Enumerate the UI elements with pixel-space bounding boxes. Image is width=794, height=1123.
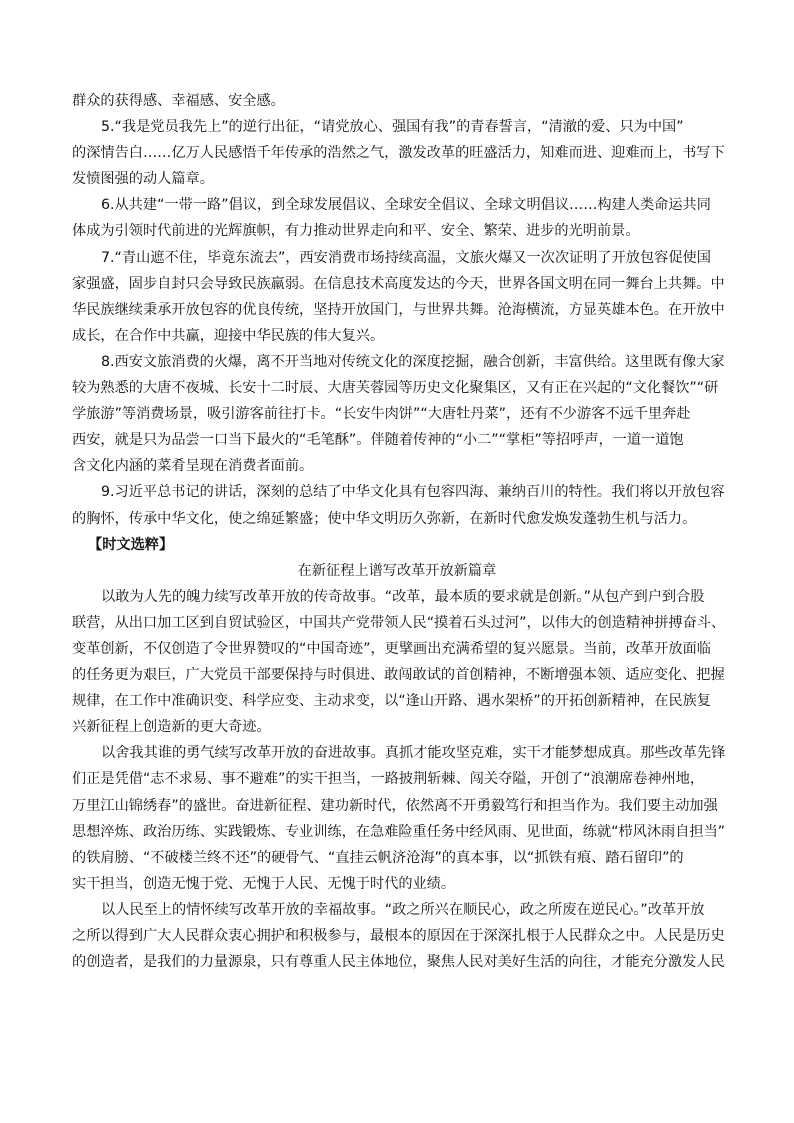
paragraph-line: 的深情告白……亿万人民感悟千年传承的浩然之气，激发改革的旺盛活力，知难而进、迎难而上，书写下 [72,145,725,162]
paragraph-line: 之所以得到广大人民群众衷心拥护和积极参与，最根本的原因在于深深扎根于人民群众之中。人民是历史 [72,928,725,944]
paragraph-line: 家强盛，固步自封只会导致民族羸弱。在信息技术高度发达的今天，世界各国文明在同一舞台上共舞。中 [72,275,725,292]
paragraph-line: 9.习近平总书记的讲话，深刻的总结了中华文化具有包容四海、兼纳百川的特性。我们将以开放包容 [101,484,725,501]
paragraph-line: 的任务更为艰巨，广大党员干部要保持与时俱进、敢闯敢试的首创精神，不断增强本领、适应变化、把握 [72,667,725,684]
paragraph-line: 以人民至上的情怀续写改革开放的幸福故事。“政之所兴在顺民心，政之所废在逆民心。”改革开放 [101,901,705,918]
paragraph-line: 含文化内涵的菜肴呈现在消费者面前。 [72,458,314,475]
paragraph-line: 西安，就是只为品尝一口当下最火的“毛笔酥”。伴随着传神的“小二”“掌柜”等招呼声，一道一道饱 [72,432,684,449]
paragraph-line: 们正是凭借“志不求易、事不避难”的实干担当，一路披荆斩棘、闯关夺隘，开创了“浪潮席卷神州地， [72,771,705,788]
article-title: 在新征程上谱写改革开放新篇章 [297,562,497,579]
paragraph-line: 群众的获得感、幸福感、安全感。 [72,93,285,109]
paragraph-line: 的铁肩膀、“不破楼兰终不还”的硬骨气、“直挂云帆济沧海”的真本事，以“抓铁有痕、踏石留印”的 [72,849,684,866]
paragraph-line: 联营，从出口加工区到自贸试验区，中国共产党带领人民“摸着石头过河”，以伟大的创造精神拼搏奋斗、 [72,614,726,631]
paragraph-line: 发愤图强的动人篇章。 [72,171,214,188]
paragraph-line: 的创造者，是我们的力量源泉，只有尊重人民主体地位，聚焦人民对美好生活的向往，才能充分激发人民 [72,954,725,971]
paragraph-line: 万里江山锦绣春”的盛世。奋进新征程、建功新时代，依然离不开勇毅笃行和担当作为。我们要主动加强 [72,797,718,814]
paragraph-line: 学旅游”等消费场景，吸引游客前往打卡。“长安牛肉饼”“大唐牡丹菜”，还有不少游客不远千里奔赴 [72,406,691,423]
paragraph-line: 7.“青山遮不住，毕竟东流去”，西安消费市场持续高温，文旅火爆又一次次证明了开放包容促使国 [101,249,711,266]
paragraph-line: 规律，在工作中准确识变、科学应变、主动求变，以“逢山开路、遇水架桥”的开拓创新精神，在民族复 [72,693,711,710]
paragraph-line: 变革创新，不仅创造了令世界赞叹的“中国奇迹”，更擘画出充满希望的复兴愿景。当前，改革开放面临 [72,640,711,657]
paragraph-line: 思想淬炼、政治历练、实践锻炼、专业训练，在急难险重任务中经风雨、见世面，练就“栉风沐雨自担当” [72,823,726,840]
paragraph-line: 华民族继续秉承开放包容的优良传统，坚持开放国门，与世界共舞。沧海横流，方显英雄本色。在开放中 [72,301,725,318]
paragraph-line: 5.“我是党员我先上”的逆行出征，“请党放心、强国有我”的青春誓言，“清澈的爱、只为中国” [101,119,684,136]
paragraph-line: 兴新征程上创造新的更大奇迹。 [72,719,271,736]
paragraph-line: 以敢为人先的魄力续写改革开放的传奇故事。“改革，最本质的要求就是创新。”从包产到户到合股 [101,588,705,605]
paragraph-line: 6.从共建“一带一路”倡议，到全球发展倡议、全球安全倡议、全球文明倡议……构建人类命运共同 [101,197,711,214]
section-heading: 【时文选粹】 [88,536,174,553]
paragraph-line: 的胸怀，传承中华文化，使之绵延繁盛；使中华文明历久弥新，在新时代愈发焕发蓬勃生机与活力。 [72,510,697,527]
document-page [72,88,726,975]
paragraph-line: 实干担当，创造无愧于党、无愧于人民、无愧于时代的业绩。 [72,875,456,892]
paragraph-line: 体成为引领时代前进的光辉旗帜，有力推动世界走向和平、安全、繁荣、进步的光明前景。 [72,223,640,240]
paragraph-line: 以舍我其谁的勇气续写改革开放的奋进故事。真抓才能攻坚克难，实干才能梦想成真。那些改革先锋 [101,745,726,762]
paragraph-line: 成长，在合作中共赢，迎接中华民族的伟大复兴。 [72,327,385,344]
paragraph-line: 8.西安文旅消费的火爆，离不开当地对传统文化的深度挖掘，融合创新，丰富供给。这里既有像大家 [101,353,725,370]
paragraph-line: 较为熟悉的大唐不夜城、长安十二时辰、大唐芙蓉园等历史文化聚集区，又有正在兴起的“文化餐饮”“研 [72,380,719,397]
